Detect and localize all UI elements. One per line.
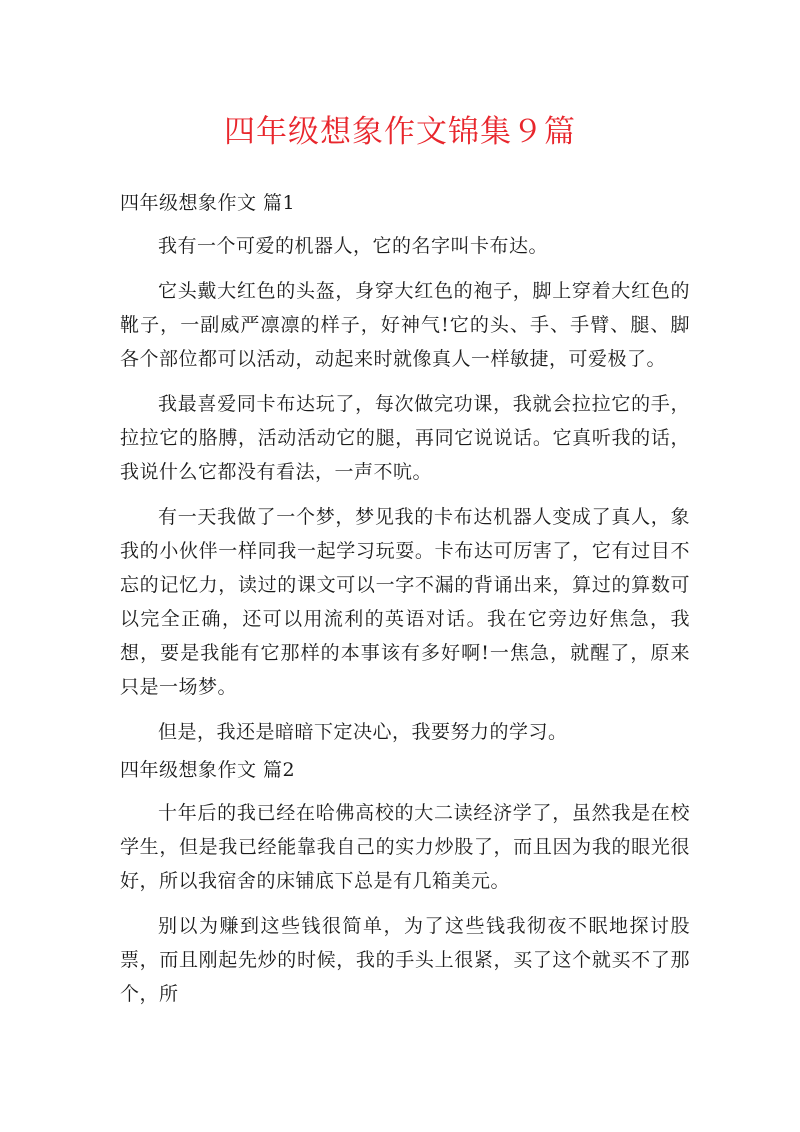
document-body [120,188,690,1011]
section-heading: 四年级想象作文 篇2 [120,759,296,781]
paragraph: 但是，我还是暗暗下定决心，我要努力的学习。 [158,721,568,743]
paragraph: 有一天我做了一个梦，梦见我的卡布达机器人变成了真人，象我的小伙伴一样同我一起学习玩耍。卡布达可厉害了，它有过目不忘的记忆力，读过的课文可以一字不漏的背诵出来，算过的算数可以完全正确，还可以用流利的英语对话。我在它旁边好焦急，我想，要是我能有它那样的本事该有多好啊!一焦急，就醒了，原来只是一场梦。 [120,506,690,698]
paragraph: 别以为赚到这些钱很简单，为了这些钱我彻夜不眠地探讨股票，而且刚起先炒的时候，我的手头上很紧，买了这个就买不了那个，所 [120,915,690,1005]
paragraph: 它头戴大红色的头盔，身穿大红色的袍子，脚上穿着大红色的靴子，一副威严凛凛的样子，好神气!它的头、手、手臂、腿、脚各个部位都可以活动，动起来时就像真人一样敏捷，可爱极了。 [120,280,690,370]
document-title: 四年级想象作文锦集９篇 [224,114,576,150]
paragraph: 十年后的我已经在哈佛高校的大二读经济学了，虽然我是在校学生，但是我已经能靠我自己的实力炒股了，而且因为我的眼光很好，所以我宿舍的床铺底下总是有几箱美元。 [120,802,690,892]
section-heading: 四年级想象作文 篇1 [120,192,296,214]
paragraph: 我最喜爱同卡布达玩了，每次做完功课，我就会拉拉它的手，拉拉它的胳膊，活动活动它的腿，再同它说说话。它真听我的话，我说什么它都没有看法，一声不吭。 [120,393,690,483]
paragraph: 我有一个可爱的机器人，它的名字叫卡布达。 [158,235,549,257]
